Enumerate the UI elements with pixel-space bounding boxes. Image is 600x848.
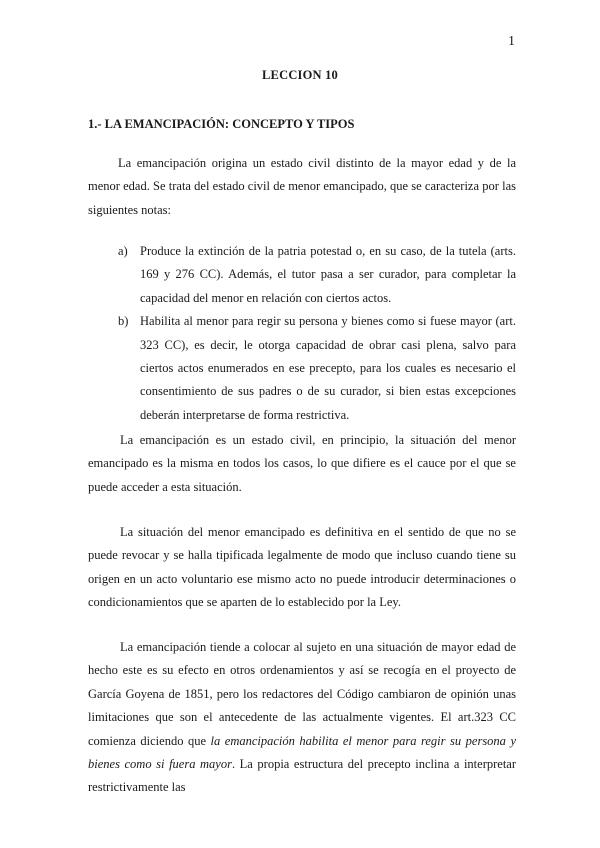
- list-item: [118, 240, 516, 310]
- list-item-text: Habilita al menor para regir su persona y bienes como si fuese mayor (art. 323 CC), es decir, le otorga capacidad de obrar casi plena, salvo para ciertos actos enumerados en ese precepto, para los cuales es necesario el consentimiento de sus padres o de su curador, si bien estas excepciones deberán interpretarse de forma restrictiva.: [140, 314, 516, 422]
- list-item-text: Produce la extinción de la patria potestad o, en su caso, de la tutela (arts. 169 y 276 CC). Además, el tutor pasa a ser curador, para completar la capacidad del menor en relación con ciertos actos.: [140, 244, 516, 305]
- section-heading: 1.- LA EMANCIPACIÓN: CONCEPTO Y TIPOS: [88, 117, 355, 131]
- paragraph-1: [88, 152, 516, 222]
- paragraph-2-text: La emancipación es un estado civil, en principio, la situación del menor emancipado es la misma en todos los casos, lo que difiere es el cauce por el que se puede acceder a esta situación.: [88, 433, 516, 494]
- paragraph-4-text-before: La emancipación tiende a colocar al sujeto en una situación de mayor edad de hecho este es su efecto en otros ordenamientos y así se recogía en el proyecto de García Goyena de 1851, pero los redactores del Código cambiaron de opinión unas limitaciones que son el antecedente de las actualmente vigentes. El art.323 CC comienza diciendo que: [88, 640, 516, 748]
- paragraph-2: [88, 429, 516, 499]
- list-item: [118, 310, 516, 427]
- list-marker: a): [118, 244, 128, 258]
- notes-list: [118, 240, 516, 427]
- lesson-title: LECCION 10: [262, 68, 338, 82]
- paragraph-1-text: La emancipación origina un estado civil distinto de la mayor edad y de la menor edad. Se trata del estado civil de menor emancipado, que se caracteriza por las siguientes notas:: [88, 156, 516, 217]
- paragraph-4-quote: la emancipación habilita el menor para regir su persona y bienes como si fuera mayor: [88, 733, 516, 772]
- list-marker: b): [118, 314, 129, 329]
- page-number: 1: [508, 34, 515, 49]
- paragraph-4-text-after: . La propia estructura del precepto inclina a interpretar restrictivamente las: [88, 757, 516, 795]
- paragraph-3-text: La situación del menor emancipado es definitiva en el sentido de que no se puede revocar y se halla tipificada legalmente de modo que incluso cuando tiene su origen en un acto voluntario ese mismo acto no puede introducir determinaciones o condicionamientos que se aparten de lo establecido por la Ley.: [88, 525, 516, 610]
- paragraph-3: [88, 521, 516, 615]
- paragraph-4: [88, 636, 516, 800]
